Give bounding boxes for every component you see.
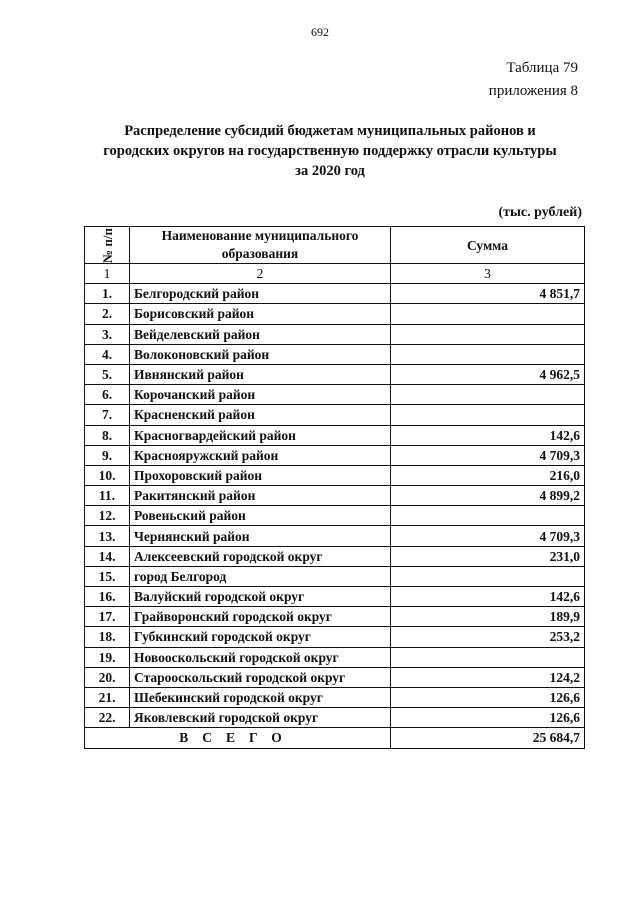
row-number: 10. xyxy=(85,465,130,485)
row-sum: 142,6 xyxy=(391,587,585,607)
row-number: 13. xyxy=(85,526,130,546)
row-name: Алексеевский городской округ xyxy=(130,546,391,566)
header-name: Наименование муниципального образования xyxy=(130,227,391,264)
row-number: 20. xyxy=(85,667,130,687)
row-name: Краснояружский район xyxy=(130,445,391,465)
row-name: Грайворонский городской округ xyxy=(130,607,391,627)
row-number: 16. xyxy=(85,587,130,607)
row-name: Борисовский район xyxy=(130,304,391,324)
row-name: город Белгород xyxy=(130,566,391,586)
header-num-label: № п/п xyxy=(99,227,115,263)
column-index: 2 xyxy=(130,264,391,284)
table-row xyxy=(85,607,585,627)
row-number: 17. xyxy=(85,607,130,627)
row-sum xyxy=(391,566,585,586)
row-number: 2. xyxy=(85,304,130,324)
row-number: 18. xyxy=(85,627,130,647)
row-name: Ивнянский район xyxy=(130,364,391,384)
row-name: Ровеньский район xyxy=(130,506,391,526)
row-name: Вейделевский район xyxy=(130,324,391,344)
table-row xyxy=(85,526,585,546)
row-sum xyxy=(391,324,585,344)
table-row xyxy=(85,486,585,506)
row-sum: 142,6 xyxy=(391,425,585,445)
table-row xyxy=(85,445,585,465)
table-reference xyxy=(489,57,578,103)
total-row xyxy=(85,728,585,748)
table-row xyxy=(85,667,585,687)
row-name: Губкинский городской округ xyxy=(130,627,391,647)
row-sum: 4 709,3 xyxy=(391,526,585,546)
row-sum: 4 851,7 xyxy=(391,284,585,304)
row-sum xyxy=(391,405,585,425)
row-name: Красногвардейский район xyxy=(130,425,391,445)
row-name: Ракитянский район xyxy=(130,486,391,506)
row-sum xyxy=(391,385,585,405)
row-name: Волоконовский район xyxy=(130,344,391,364)
page-number: 692 xyxy=(311,25,329,39)
table-row xyxy=(85,647,585,667)
row-sum: 4 709,3 xyxy=(391,445,585,465)
row-number: 3. xyxy=(85,324,130,344)
table-row xyxy=(85,566,585,586)
table-row xyxy=(85,627,585,647)
table-row xyxy=(85,405,585,425)
table-row xyxy=(85,304,585,324)
row-number: 9. xyxy=(85,445,130,465)
row-sum: 4 962,5 xyxy=(391,364,585,384)
row-sum: 126,6 xyxy=(391,687,585,707)
table-row xyxy=(85,324,585,344)
column-index-row xyxy=(85,264,585,284)
table-row xyxy=(85,465,585,485)
row-sum xyxy=(391,647,585,667)
row-name: Новооскольский городской округ xyxy=(130,647,391,667)
table-row xyxy=(85,385,585,405)
column-index: 1 xyxy=(85,264,130,284)
total-sum: 25 684,7 xyxy=(391,728,585,748)
row-name: Старооскольский городской округ xyxy=(130,667,391,687)
units-label: (тыс. рублей) xyxy=(498,205,582,220)
table-row xyxy=(85,687,585,707)
row-name: Чернянский район xyxy=(130,526,391,546)
row-sum: 253,2 xyxy=(391,627,585,647)
document-title xyxy=(80,121,580,181)
header-sum: Сумма xyxy=(391,227,585,264)
row-sum: 124,2 xyxy=(391,667,585,687)
header-num xyxy=(85,227,130,264)
row-number: 21. xyxy=(85,687,130,707)
row-number: 6. xyxy=(85,385,130,405)
table-row xyxy=(85,364,585,384)
row-number: 12. xyxy=(85,506,130,526)
table-row xyxy=(85,344,585,364)
subsidies-table xyxy=(84,226,585,749)
table-row xyxy=(85,506,585,526)
row-number: 11. xyxy=(85,486,130,506)
header-row xyxy=(85,227,585,264)
row-name: Шебекинский городской округ xyxy=(130,687,391,707)
row-number: 19. xyxy=(85,647,130,667)
row-sum: 216,0 xyxy=(391,465,585,485)
title-line-2: городских округов на государственную поддержку отрасли культуры xyxy=(103,143,557,159)
appendix-reference: приложения 8 xyxy=(488,83,578,99)
row-sum xyxy=(391,304,585,324)
row-number: 1. xyxy=(85,284,130,304)
title-line-1: Распределение субсидий бюджетам муниципальных районов и xyxy=(124,123,536,139)
row-sum xyxy=(391,344,585,364)
row-name: Красненский район xyxy=(130,405,391,425)
table-row xyxy=(85,708,585,728)
row-number: 7. xyxy=(85,405,130,425)
column-index: 3 xyxy=(391,264,585,284)
row-sum xyxy=(391,506,585,526)
row-number: 4. xyxy=(85,344,130,364)
table-row xyxy=(85,546,585,566)
row-sum: 4 899,2 xyxy=(391,486,585,506)
table-row xyxy=(85,284,585,304)
row-name: Корочанский район xyxy=(130,385,391,405)
table-row xyxy=(85,425,585,445)
table-body xyxy=(85,284,585,728)
row-name: Белгородский район xyxy=(130,284,391,304)
title-line-3: за 2020 год xyxy=(295,163,365,179)
row-number: 14. xyxy=(85,546,130,566)
row-sum: 189,9 xyxy=(391,607,585,627)
row-name: Прохоровский район xyxy=(130,465,391,485)
row-name: Валуйский городской округ xyxy=(130,587,391,607)
row-number: 22. xyxy=(85,708,130,728)
row-sum: 231,0 xyxy=(391,546,585,566)
row-number: 5. xyxy=(85,364,130,384)
table-number: Таблица 79 xyxy=(506,60,578,76)
total-label: ВСЕГО xyxy=(85,728,391,748)
table-row xyxy=(85,587,585,607)
row-number: 15. xyxy=(85,566,130,586)
row-number: 8. xyxy=(85,425,130,445)
row-name: Яковлевский городской округ xyxy=(130,708,391,728)
row-sum: 126,6 xyxy=(391,708,585,728)
